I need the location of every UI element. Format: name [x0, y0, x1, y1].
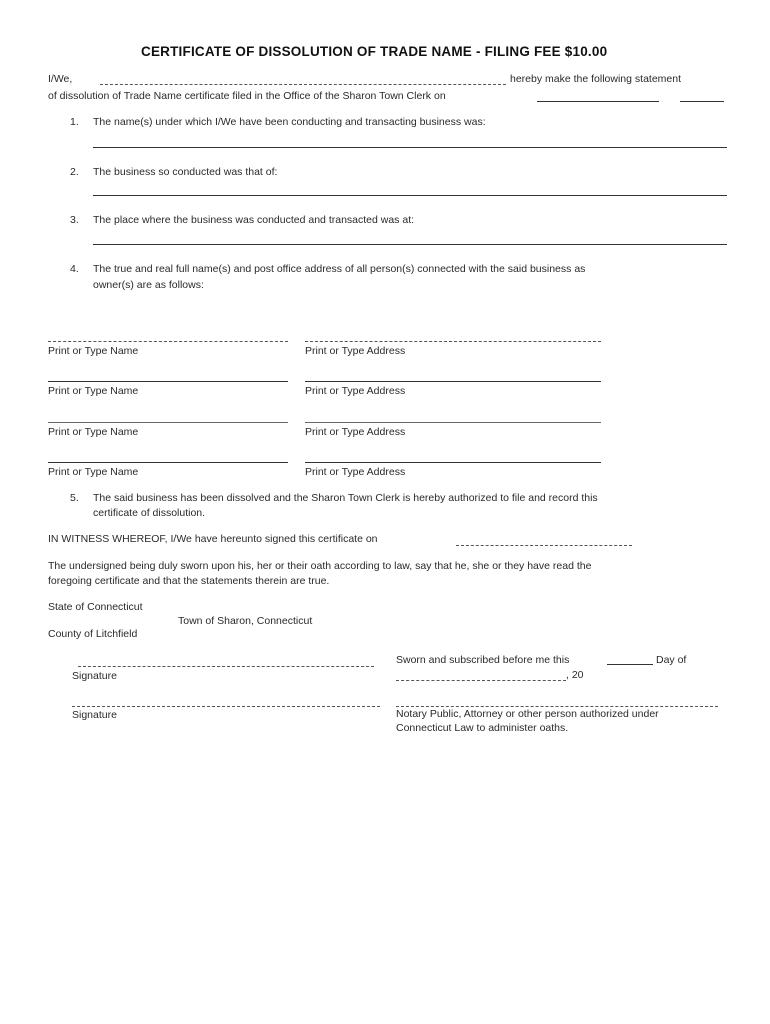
statement-end-text: hereby make the following statement [510, 73, 682, 85]
signing-date-field[interactable] [456, 545, 632, 546]
item-3-text: The place where the business was conducted and transacted was at: [93, 214, 415, 226]
town-label: Town of Sharon, Connecticut [178, 615, 313, 627]
owner-name-label-1: Print or Type Name [48, 345, 139, 357]
item-2-text: The business so conducted was that of: [93, 166, 278, 178]
filed-year-field[interactable] [680, 101, 724, 102]
item-1-number: 1. [70, 116, 79, 128]
business-place-field[interactable] [93, 244, 727, 245]
owner-address-field-4[interactable] [305, 462, 601, 463]
notary-line-2: Connecticut Law to administer oaths. [396, 722, 569, 734]
owner-name-field-1[interactable] [48, 341, 288, 342]
item-5-text: The said business has been dissolved and the Sharon Town Clerk is hereby authorized to file and record this [93, 492, 598, 504]
oath-line-2: foregoing certificate and that the statements therein are true. [48, 575, 330, 587]
owner-name-field-3[interactable] [48, 422, 288, 423]
sworn-day-field[interactable] [607, 664, 653, 665]
owner-address-label-3: Print or Type Address [305, 426, 406, 438]
sworn-prefix: Sworn and subscribed before me this [396, 654, 570, 666]
item-4-text-2: owner(s) are as follows: [93, 279, 204, 291]
names-field[interactable] [100, 84, 506, 85]
trade-name-field[interactable] [93, 147, 727, 148]
owner-name-field-2[interactable] [48, 381, 288, 382]
item-5-number: 5. [70, 492, 79, 504]
state-label: State of Connecticut [48, 601, 143, 613]
sworn-month-field[interactable] [396, 680, 566, 681]
owner-address-label-2: Print or Type Address [305, 385, 406, 397]
filed-date-field[interactable] [537, 101, 659, 102]
signature-field-2[interactable] [72, 706, 380, 707]
sworn-day-label: Day of [656, 654, 687, 666]
item-5-text-2: certificate of dissolution. [93, 507, 206, 519]
owner-name-label-4: Print or Type Name [48, 466, 139, 478]
signature-label-2: Signature [72, 709, 117, 721]
item-2-number: 2. [70, 166, 79, 178]
owner-address-field-1[interactable] [305, 341, 601, 342]
item-4-text: The true and real full name(s) and post office address of all person(s) connected with the said business as [93, 263, 586, 275]
oath-line-1: The undersigned being duly sworn upon his, her or their oath according to law, say that he, she or they have read the [48, 560, 592, 572]
business-type-field[interactable] [93, 195, 727, 196]
signature-field-1[interactable] [78, 666, 374, 667]
sworn-year-label: , 20 [566, 669, 584, 681]
item-1-text: The name(s) under which I/We have been conducting and transacting business was: [93, 116, 486, 128]
owner-name-field-4[interactable] [48, 462, 288, 463]
notary-line-1: Notary Public, Attorney or other person authorized under [396, 708, 659, 720]
owner-address-label-4: Print or Type Address [305, 466, 406, 478]
notary-signature-field[interactable] [396, 706, 718, 707]
owner-name-label-3: Print or Type Name [48, 426, 139, 438]
owner-address-label-1: Print or Type Address [305, 345, 406, 357]
page-title: CERTIFICATE OF DISSOLUTION OF TRADE NAME - FILING FEE $10.00 [141, 44, 608, 59]
item-4-number: 4. [70, 263, 79, 275]
owner-address-field-2[interactable] [305, 381, 601, 382]
county-label: County of Litchfield [48, 628, 138, 640]
owner-address-field-3[interactable] [305, 422, 601, 423]
iwe-label: I/We, [48, 73, 73, 85]
signature-label-1: Signature [72, 670, 117, 682]
owner-name-label-2: Print or Type Name [48, 385, 139, 397]
intro-line-2: of dissolution of Trade Name certificate filed in the Office of the Sharon Town Clerk on [48, 90, 446, 102]
witness-text: IN WITNESS WHEREOF, I/We have hereunto signed this certificate on [48, 533, 378, 545]
item-3-number: 3. [70, 214, 79, 226]
